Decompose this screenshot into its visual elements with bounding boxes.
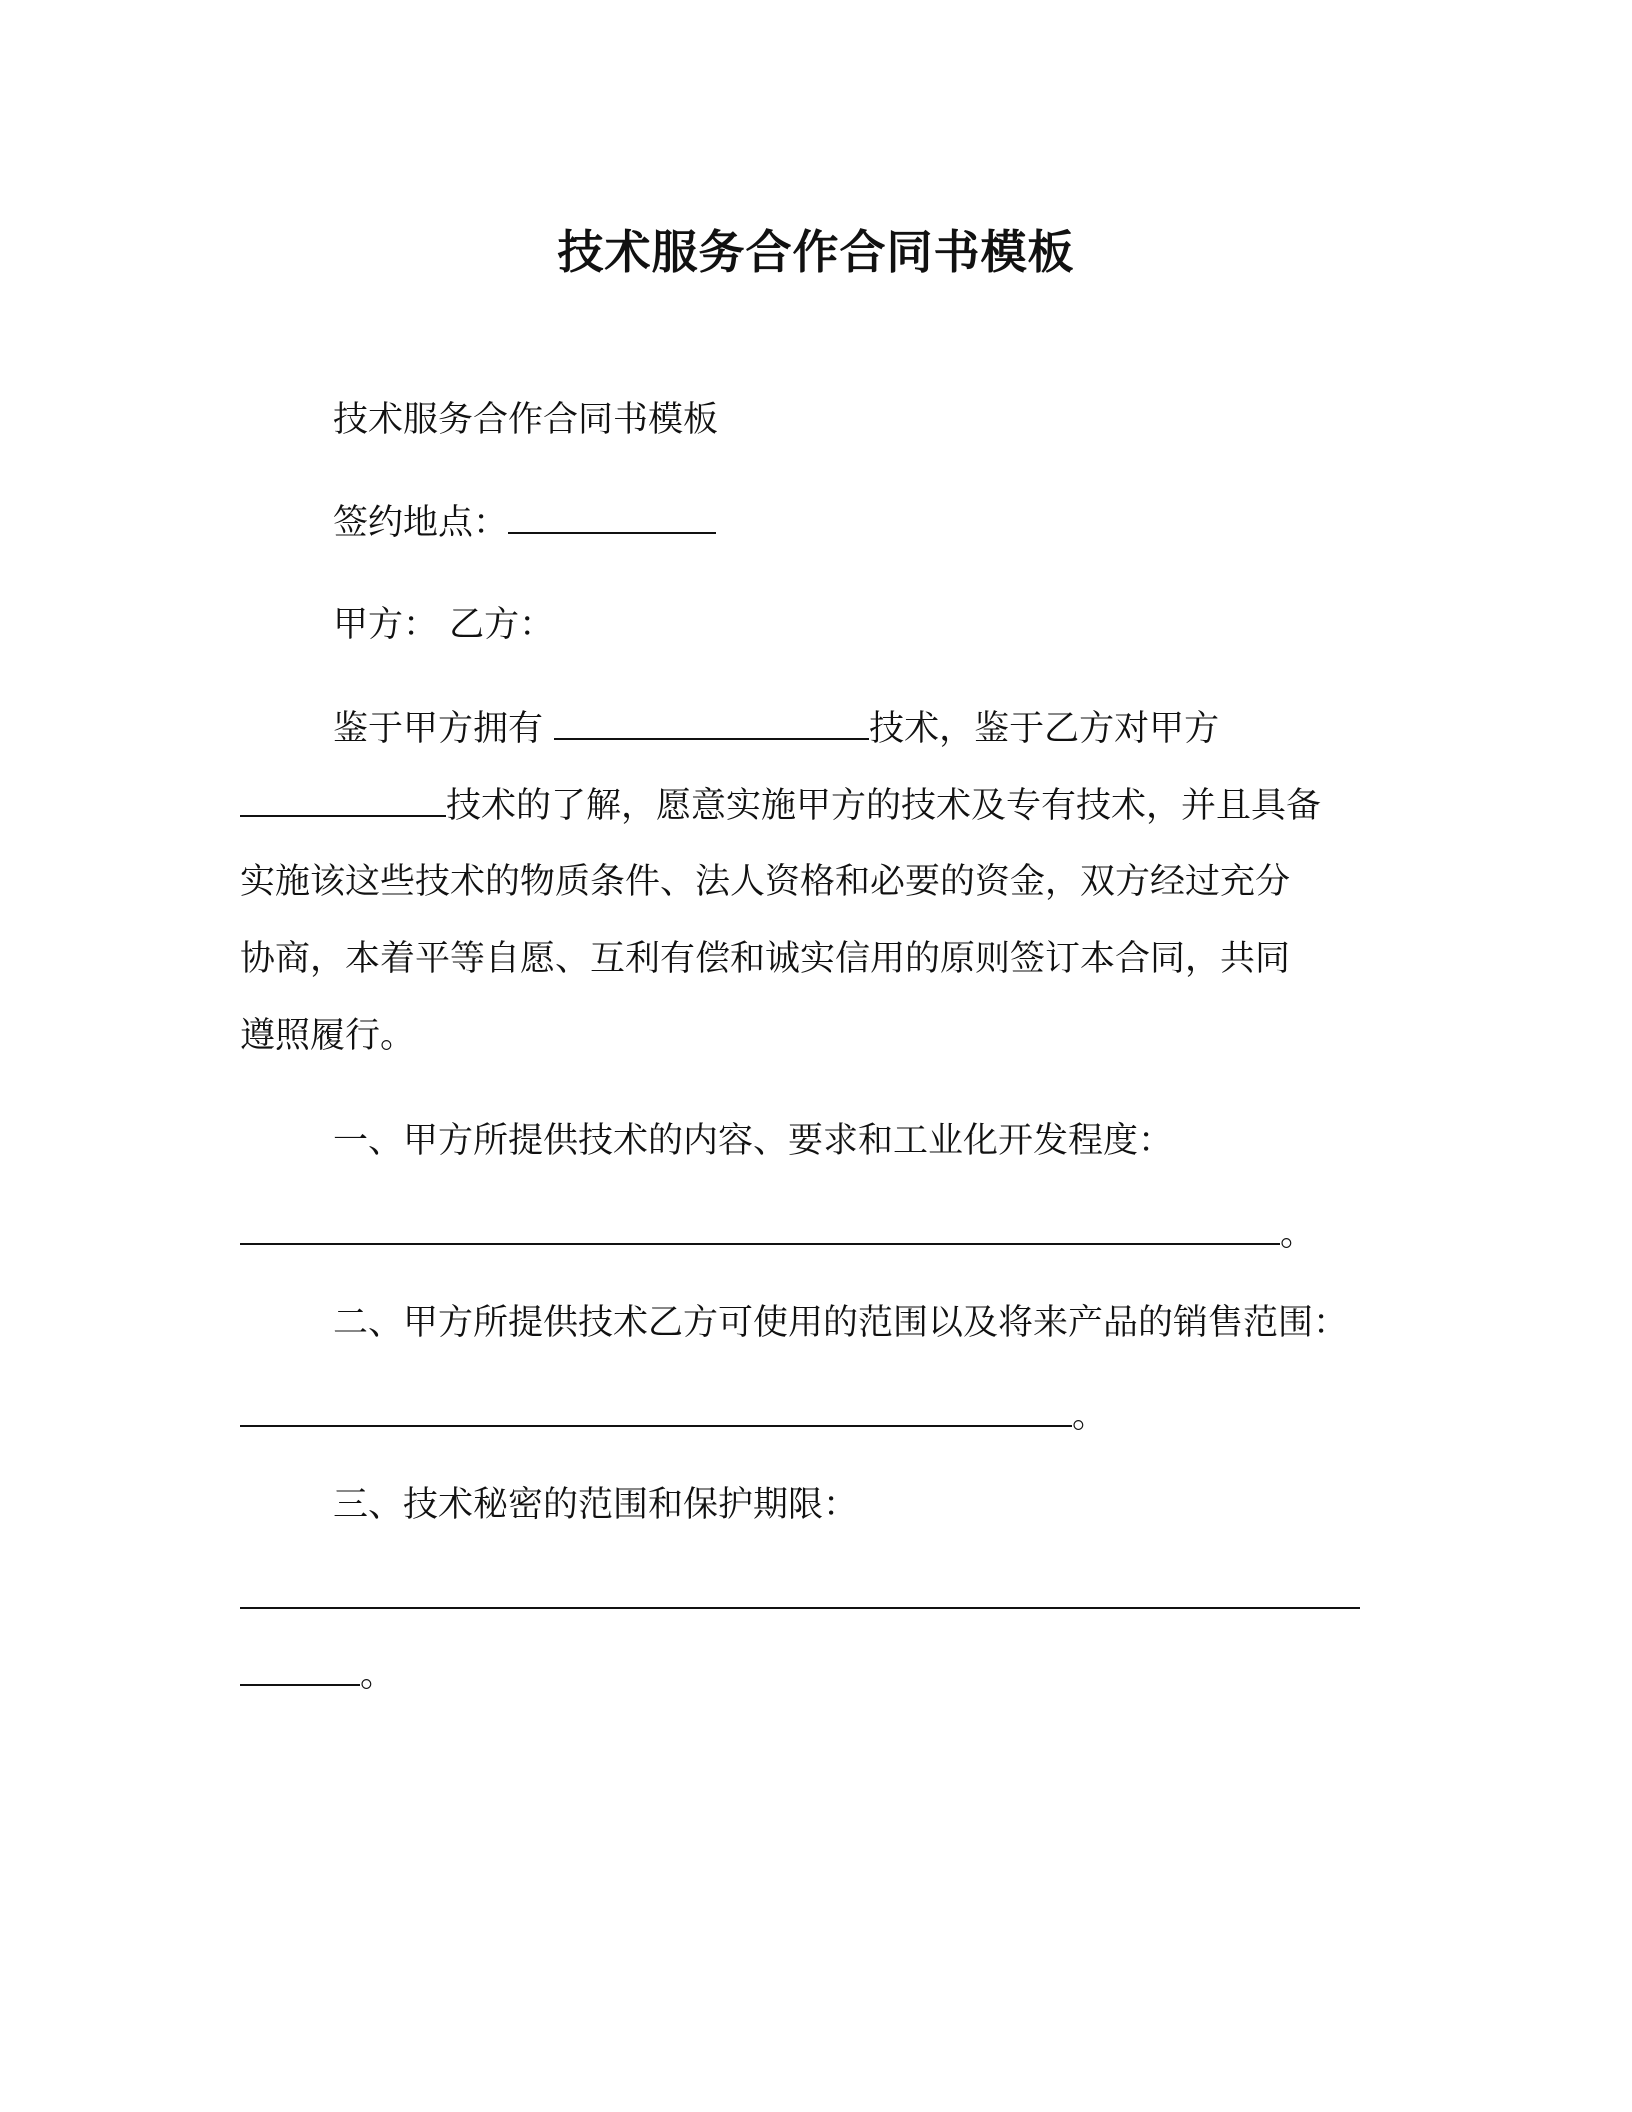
document-title: 技术服务合作合同书模板 — [557, 225, 1075, 279]
section-1-blank — [240, 1209, 1280, 1245]
preamble-line-3: 实施该这些技术的物质条件、法人资格和必要的资金，双方经过充分 — [240, 862, 1291, 902]
section-1-end: 。 — [1280, 1214, 1316, 1254]
section-3-answer-line-1 — [240, 1573, 1360, 1622]
section-3-end: 。 — [360, 1655, 396, 1695]
section-3-blank-2 — [240, 1650, 360, 1686]
preamble-text-1a: 鉴于甲方拥有 — [333, 709, 555, 749]
preamble-line-1 — [333, 704, 1219, 753]
parties-line: 甲方： 乙方： — [333, 605, 555, 645]
section-3-blank-1 — [240, 1573, 1360, 1609]
section-1-heading: 一、甲方所提供技术的内容、要求和工业化开发程度： — [333, 1121, 1174, 1161]
section-3-heading: 三、技术秘密的范围和保护期限： — [333, 1485, 859, 1525]
signing-place-line — [333, 498, 716, 547]
section-2-answer — [240, 1391, 1107, 1440]
section-3-answer-line-2 — [240, 1650, 395, 1699]
preamble-line-4: 协商，本着平等自愿、互利有偿和诚实信用的原则签订本合同，共同 — [240, 939, 1291, 979]
preamble-line-5: 遵照履行。 — [240, 1016, 416, 1056]
section-2-heading: 二、甲方所提供技术乙方可使用的范围以及将来产品的销售范围： — [333, 1303, 1349, 1343]
preamble-text-1b: 技术，鉴于乙方对甲方 — [869, 709, 1220, 749]
technology-blank-2 — [240, 781, 446, 817]
preamble-line-2 — [240, 781, 1321, 830]
technology-blank-1 — [554, 704, 869, 740]
section-1-answer — [240, 1209, 1315, 1258]
document-subtitle: 技术服务合作合同书模板 — [333, 400, 719, 440]
section-2-end: 。 — [1072, 1396, 1108, 1436]
preamble-text-2: 技术的了解，愿意实施甲方的技术及专有技术，并且具备 — [446, 786, 1322, 826]
section-2-blank — [240, 1391, 1072, 1427]
signing-place-blank — [508, 498, 716, 534]
signing-place-label: 签约地点： — [333, 503, 509, 543]
